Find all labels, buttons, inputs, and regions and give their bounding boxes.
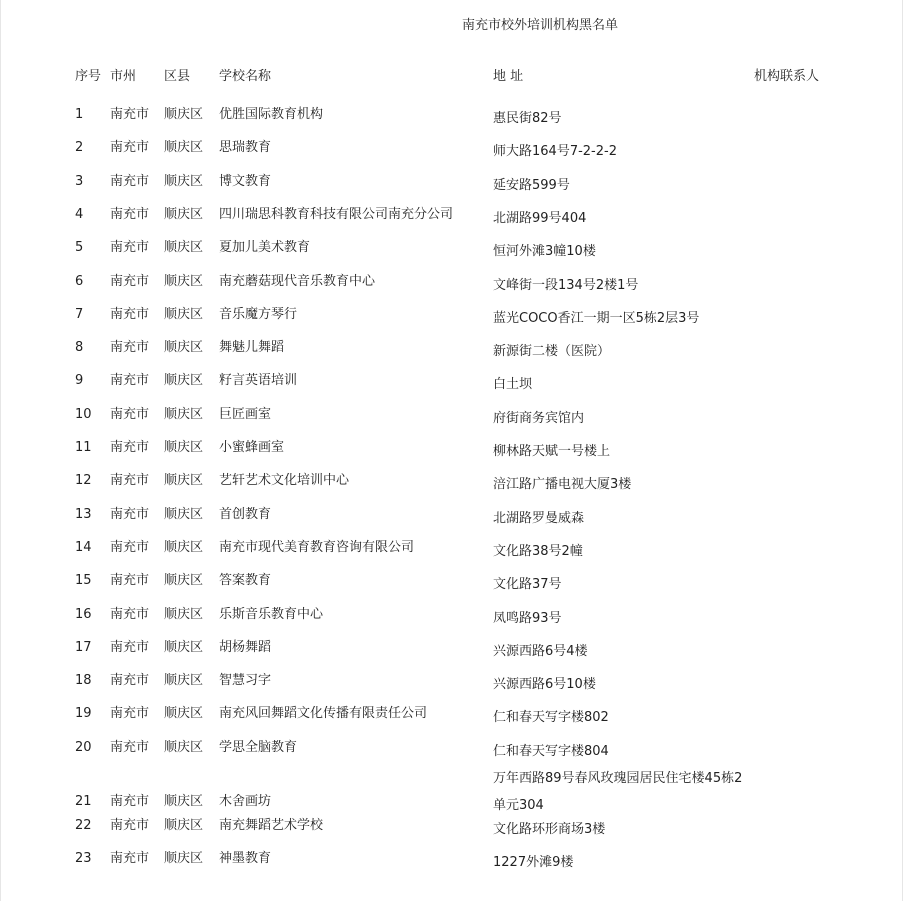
row-address: 万年西路89号春风玫瑰园居民住宅楼45栋2单元304 [493, 771, 743, 813]
table-row [1, 849, 903, 883]
row-city: 南充市 [110, 851, 150, 867]
table-row [1, 371, 903, 405]
row-city: 南充市 [110, 606, 150, 622]
row-school-name: 艺轩艺术文化培训中心 [219, 473, 350, 489]
row-school-name: 答案教育 [219, 573, 272, 589]
row-city: 南充市 [110, 739, 150, 755]
table-row [1, 671, 903, 705]
row-address: 北湖路99号404 [493, 210, 587, 226]
row-district: 顺庆区 [164, 107, 204, 122]
row-no: 14 [75, 539, 92, 555]
row-address: 仁和春天写字楼802 [493, 710, 609, 726]
row-address: 蓝光COCO香江一期一区5栋2层3号 [493, 310, 700, 326]
row-address: 凤鸣路93号 [493, 610, 562, 626]
row-district: 顺庆区 [164, 273, 204, 289]
row-city: 南充市 [110, 539, 150, 555]
row-school-name: 音乐魔方琴行 [219, 306, 298, 322]
header-address: 地 址 [493, 69, 524, 84]
table-row [1, 638, 903, 672]
row-school-name: 学思全脑教育 [219, 739, 298, 755]
row-school-name: 小蜜蜂画室 [219, 440, 285, 455]
row-school-name: 博文教育 [219, 173, 272, 189]
row-city: 南充市 [110, 473, 150, 489]
row-no: 20 [75, 739, 92, 755]
row-no: 13 [75, 506, 92, 522]
row-city: 南充市 [110, 340, 150, 356]
row-school-name: 四川瑞思科教育科技有限公司南充分公司 [219, 206, 454, 222]
row-city: 南充市 [110, 818, 150, 833]
table-row [1, 816, 903, 850]
row-city: 南充市 [110, 140, 150, 156]
row-district: 顺庆区 [164, 851, 204, 867]
row-school-name: 南充蘑菇现代音乐教育中心 [219, 273, 376, 289]
row-district: 顺庆区 [164, 173, 204, 189]
row-district: 顺庆区 [164, 673, 204, 689]
table-row [1, 405, 903, 439]
row-no: 8 [75, 340, 84, 356]
row-school-name: 思瑞教育 [219, 140, 272, 156]
row-address: 惠民街82号 [493, 111, 562, 126]
row-no: 10 [75, 406, 92, 422]
row-no: 5 [75, 240, 84, 256]
row-no: 6 [75, 273, 84, 289]
row-no: 17 [75, 639, 92, 655]
row-school-name: 智慧习字 [219, 673, 272, 689]
row-district: 顺庆区 [164, 794, 204, 809]
row-school-name: 南充舞蹈艺术学校 [219, 818, 324, 833]
row-no: 2 [75, 140, 84, 156]
row-district: 顺庆区 [164, 506, 204, 522]
row-district: 顺庆区 [164, 373, 204, 389]
row-district: 顺庆区 [164, 606, 204, 622]
row-no: 12 [75, 473, 92, 489]
row-school-name: 木舍画坊 [219, 794, 272, 809]
row-city: 南充市 [110, 240, 150, 256]
table-header [1, 67, 903, 101]
row-no: 18 [75, 673, 92, 689]
row-city: 南充市 [110, 573, 150, 589]
row-city: 南充市 [110, 440, 150, 455]
row-address: 文化路37号 [493, 577, 562, 593]
row-school-name: 南充风回舞蹈文化传播有限责任公司 [219, 706, 428, 722]
row-school-name: 籽言英语培训 [219, 373, 298, 389]
row-city: 南充市 [110, 206, 150, 222]
row-school-name: 胡杨舞蹈 [219, 639, 272, 655]
row-address: 涪江路广播电视大厦3楼 [493, 477, 632, 493]
row-city: 南充市 [110, 273, 150, 289]
row-city: 南充市 [110, 706, 150, 722]
row-school-name: 南充市现代美育教育咨询有限公司 [219, 539, 415, 555]
table-row [1, 105, 903, 139]
row-district: 顺庆区 [164, 206, 204, 222]
row-address: 兴源西路6号10楼 [493, 677, 596, 693]
header-no: 序号 [75, 69, 102, 84]
row-no: 16 [75, 606, 92, 622]
row-city: 南充市 [110, 673, 150, 689]
row-address: 北湖路罗曼威森 [493, 510, 585, 526]
row-address: 府街商务宾馆内 [493, 410, 585, 426]
row-school-name: 巨匠画室 [219, 406, 272, 422]
row-no: 7 [75, 306, 84, 322]
row-city: 南充市 [110, 406, 150, 422]
table-row [1, 605, 903, 639]
row-no: 23 [75, 851, 92, 867]
table-row [1, 338, 903, 372]
row-no: 1 [75, 107, 84, 122]
row-school-name: 优胜国际教育机构 [219, 107, 324, 122]
row-district: 顺庆区 [164, 473, 204, 489]
table-row [1, 738, 903, 772]
table-row [1, 505, 903, 539]
row-address: 1227外滩9楼 [493, 855, 574, 871]
table-row [1, 272, 903, 306]
row-district: 顺庆区 [164, 573, 204, 589]
row-district: 顺庆区 [164, 739, 204, 755]
row-city: 南充市 [110, 107, 150, 122]
table-row [1, 438, 903, 472]
row-district: 顺庆区 [164, 639, 204, 655]
table-row [1, 538, 903, 572]
row-district: 顺庆区 [164, 818, 204, 833]
table-row [1, 571, 903, 605]
row-city: 南充市 [110, 173, 150, 189]
row-district: 顺庆区 [164, 306, 204, 322]
row-address: 文峰街一段134号2楼1号 [493, 277, 639, 293]
row-city: 南充市 [110, 639, 150, 655]
row-address: 仁和春天写字楼804 [493, 743, 609, 759]
row-district: 顺庆区 [164, 440, 204, 455]
row-district: 顺庆区 [164, 340, 204, 356]
table-row [1, 704, 903, 738]
row-city: 南充市 [110, 794, 150, 809]
table-row [1, 471, 903, 505]
row-city: 南充市 [110, 373, 150, 389]
row-address: 白土坝 [493, 377, 533, 393]
row-district: 顺庆区 [164, 240, 204, 256]
row-no: 4 [75, 206, 84, 222]
row-school-name: 舞魅儿舞蹈 [219, 340, 285, 356]
row-school-name: 乐斯音乐教育中心 [219, 606, 324, 622]
row-no: 19 [75, 706, 92, 722]
row-address: 文化路环形商场3楼 [493, 822, 606, 837]
row-no: 3 [75, 173, 84, 189]
row-district: 顺庆区 [164, 406, 204, 422]
row-no: 22 [75, 818, 92, 833]
row-no: 21 [75, 794, 92, 809]
table-row [1, 238, 903, 272]
row-district: 顺庆区 [164, 706, 204, 722]
row-address: 新源街二楼（医院） [493, 344, 611, 360]
header-city: 市州 [110, 69, 137, 84]
header-contact: 机构联系人 [754, 69, 820, 84]
header-district: 区县 [164, 69, 191, 84]
row-no: 15 [75, 573, 92, 589]
row-city: 南充市 [110, 506, 150, 522]
table-row [1, 172, 903, 206]
row-address: 柳林路天赋一号楼上 [493, 444, 611, 459]
table-row [1, 205, 903, 239]
row-address: 兴源西路6号4楼 [493, 643, 588, 659]
table-row [1, 305, 903, 339]
row-address: 师大路164号7-2-2-2 [493, 144, 617, 160]
table-row [1, 138, 903, 172]
row-no: 11 [75, 440, 92, 455]
row-address: 文化路38号2幢 [493, 543, 583, 559]
row-district: 顺庆区 [164, 539, 204, 555]
row-address: 延安路599号 [493, 177, 570, 193]
header-name: 学校名称 [219, 69, 272, 84]
page-title: 南充市校外培训机构黑名单 [461, 18, 618, 33]
row-school-name: 夏加儿美术教育 [219, 240, 311, 256]
row-district: 顺庆区 [164, 140, 204, 156]
row-address: 恒河外滩3幢10楼 [493, 244, 596, 260]
row-city: 南充市 [110, 306, 150, 322]
row-school-name: 神墨教育 [219, 851, 272, 867]
row-no: 9 [75, 373, 84, 389]
row-school-name: 首创教育 [219, 506, 272, 522]
